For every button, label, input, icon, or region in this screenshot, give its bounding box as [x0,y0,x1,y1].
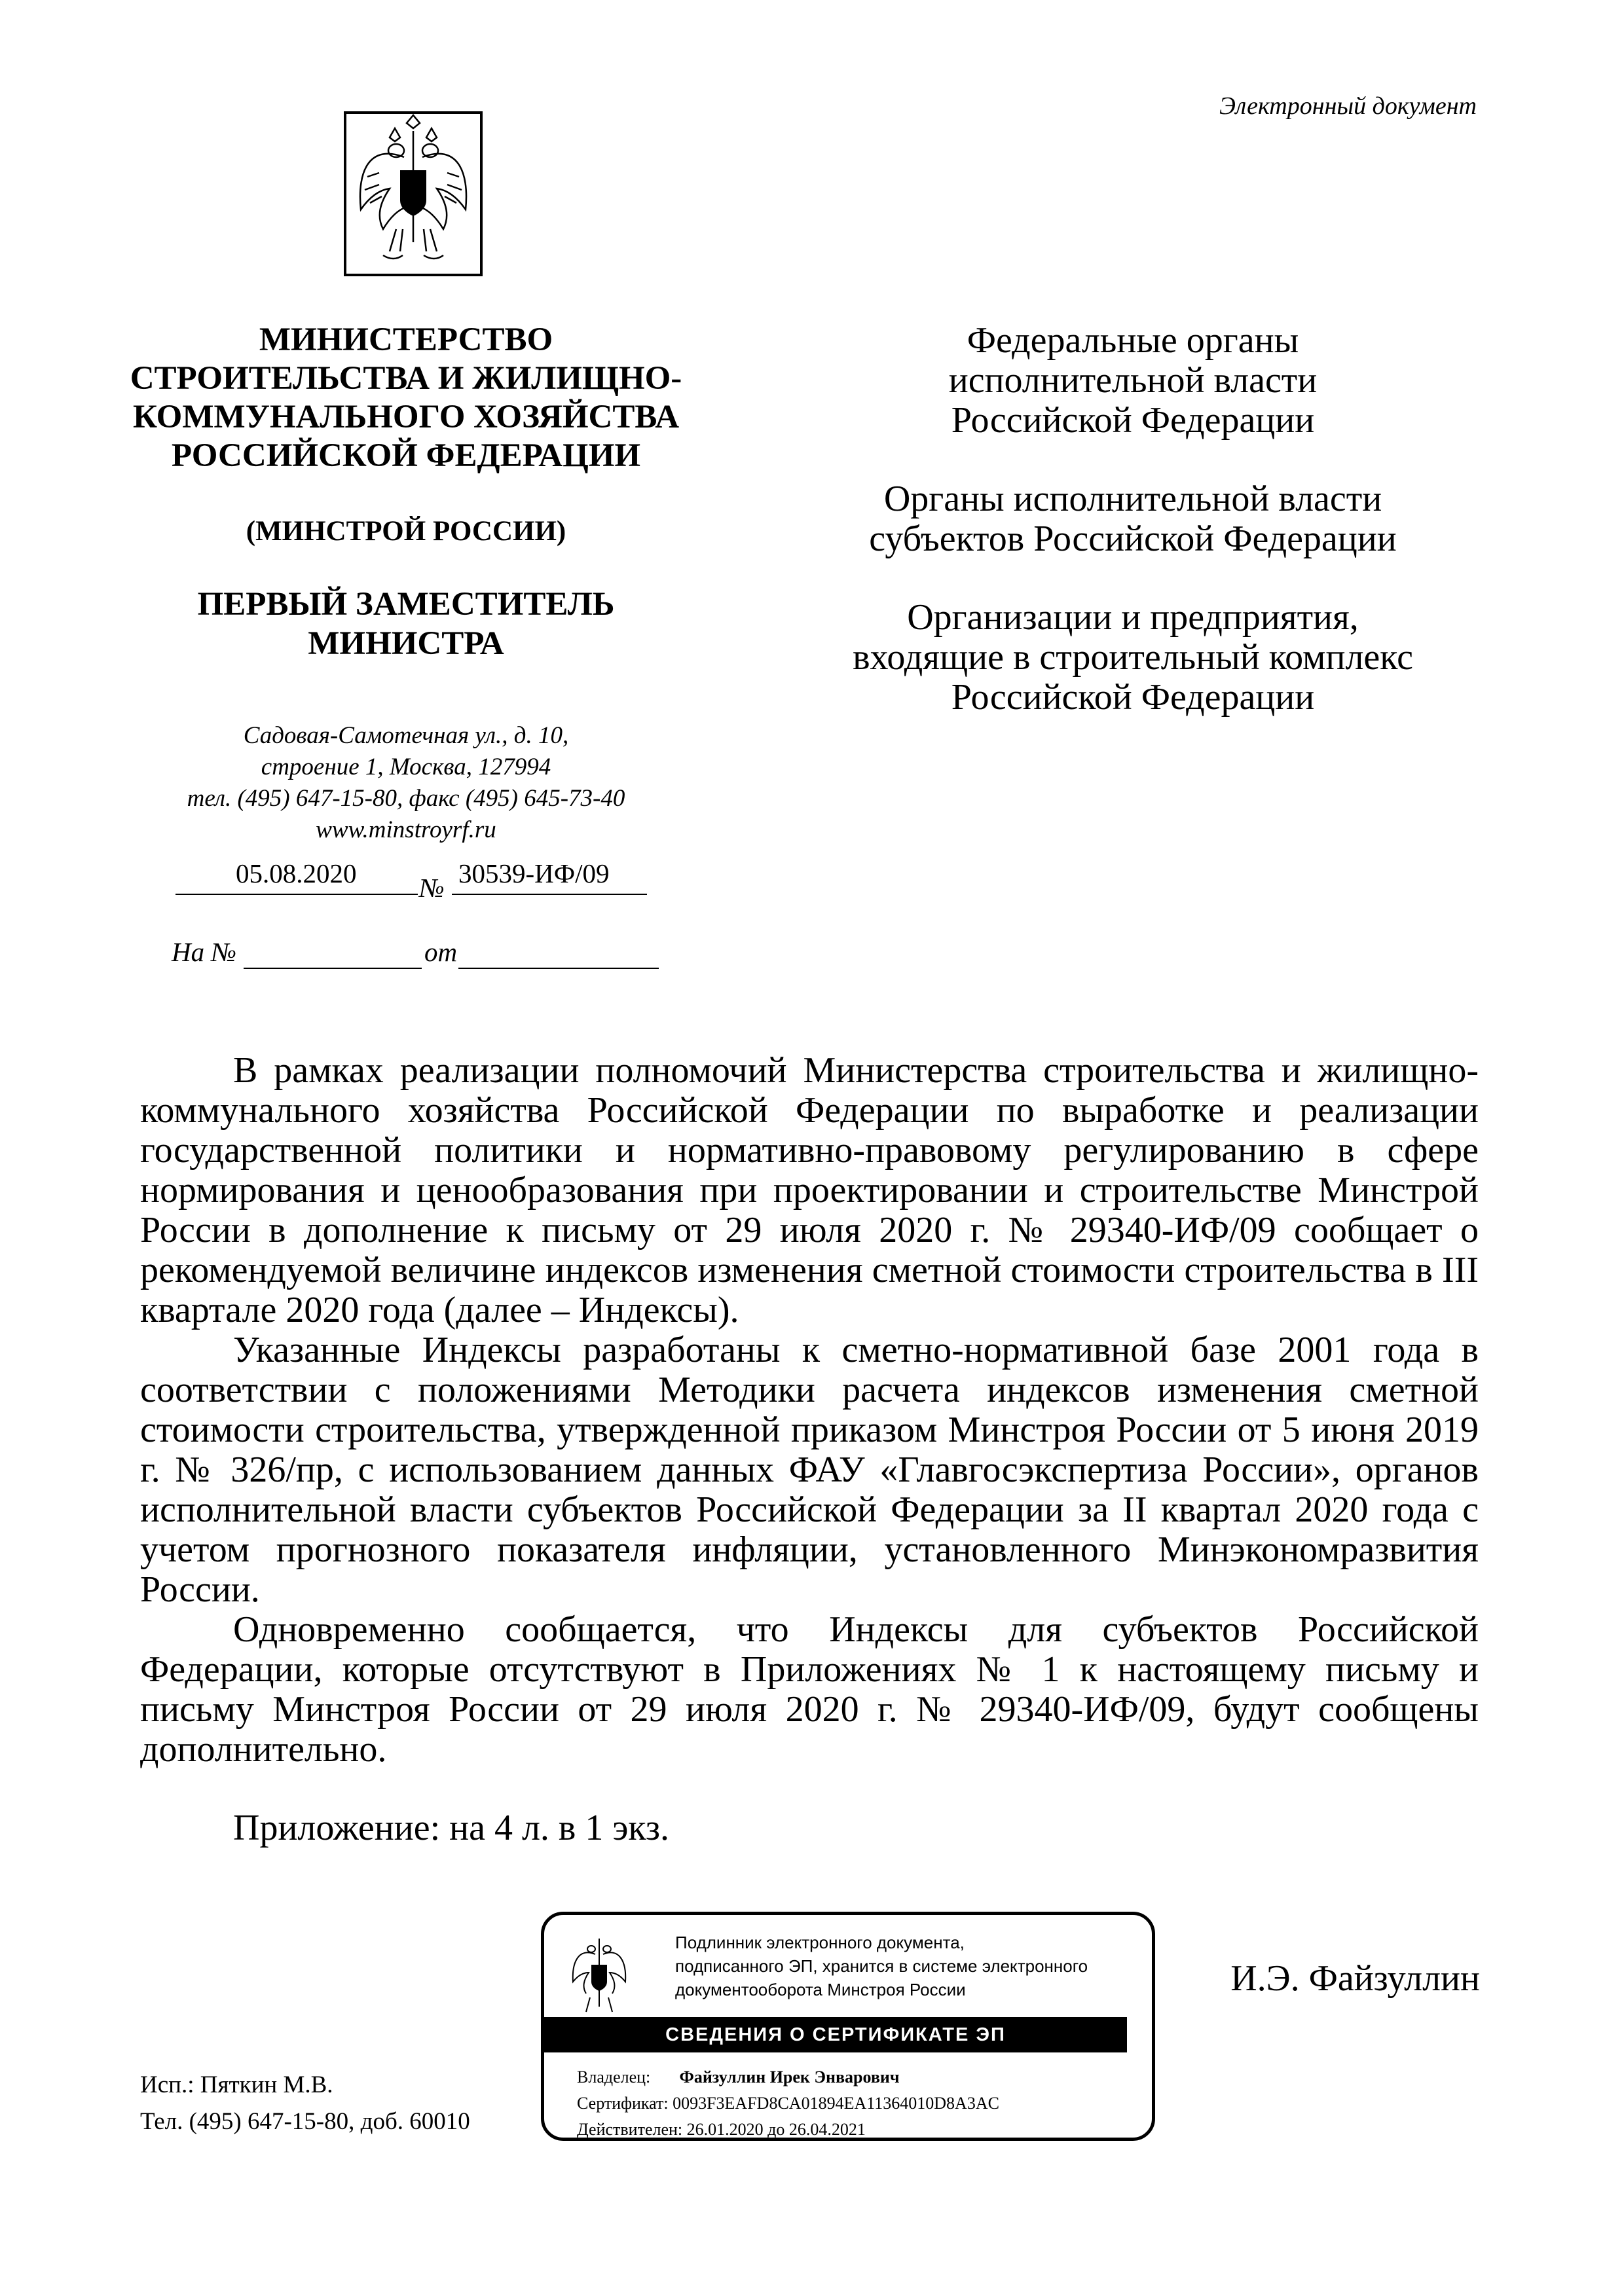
sender-position-line: ПЕРВЫЙ ЗАМЕСТИТЕЛЬ [197,586,615,623]
sender-position-line: МИНИСТРА [308,625,504,662]
stamp-text-line: документооборота Минстроя России [675,1980,966,1999]
registration-number-sign: № [419,873,445,903]
recipient-line: Российской Федерации [951,400,1315,441]
recipient-line: исполнительной власти [948,360,1318,401]
ministry-name-line: КОММУНАЛЬНОГО ХОЗЯЙСТВА [132,399,680,435]
registration-date: 05.08.2020 [236,858,357,888]
recipient-line: Российской Федерации [951,677,1315,718]
recipient-line: субъектов Российской Федерации [869,519,1397,559]
body-paragraph: Указанные Индексы разработаны к сметно-нормативной базе 2001 года в соответствии с положениями Методики расчета индексов изменения сметной стоимости строительства, утвержденной приказом Минстроя России от 5 июня 2019 г. № 326/пр, с использованием данных ФАУ «Главгосэкспертиза России», органов исполнительной власти субъектов Российской Федерации за II квартал 2020 года с учетом прогнозного показателя инфляции, установленного Минэкономразвития России. [140,1330,1479,1610]
reply-number-underline [244,968,422,969]
certificate-number-row [577,2090,999,2117]
address-line: строение 1, Москва, 127994 [261,754,551,780]
ministry-name-line: РОССИЙСКОЙ ФЕДЕРАЦИИ [171,437,641,474]
number-underline [452,894,647,895]
recipient-line: Федеральные органы [967,320,1299,361]
address-line: тел. (495) 647-15-80, факс (495) 645-73-40 [187,785,625,812]
reply-from-label: от [424,937,458,967]
ministry-address [124,720,688,846]
valid-label: Действителен: [577,2120,683,2139]
certificate-owner-row [577,2064,999,2090]
recipient-group [805,598,1460,718]
ministry-short-name: (МИНСТРОЙ РОССИИ) [246,516,566,547]
sender-position [124,585,688,663]
executor-info [140,2067,470,2140]
reply-date-underline [458,968,659,969]
certificate-label: Сертификат: [577,2094,669,2113]
recipient-line: Органы исполнительной власти [883,479,1382,519]
electronic-signature-stamp [541,1912,1155,2141]
certificate-title: СВЕДЕНИЯ О СЕРТИФИКАТЕ ЭП [544,2017,1127,2052]
reply-to-number-label: На № [172,937,237,967]
stamp-text [675,1931,1147,2001]
electronic-document-label: Электронный документ [1219,92,1477,120]
address-line: Садовая-Самотечная ул., д. 10, [243,722,569,749]
owner-label: Владелец: [577,2068,651,2086]
ministry-name-line: СТРОИТЕЛЬСТВА И ЖИЛИЩНО- [130,360,682,397]
registration-number: 30539-ИФ/09 [458,858,610,888]
executor-name: Исп.: Пяткин М.В. [140,2071,333,2098]
website-link[interactable]: www.minstroyrf.ru [316,816,496,843]
recipient-group [805,321,1460,441]
recipient-line: Организации и предприятия, [907,597,1359,638]
body-paragraph: В рамках реализации полномочий Министерства строительства и жилищно-коммунального хозяйства Российской Федерации по выработке и реализации государственной политики и нормативно-правовому регулированию в сфере нормирования и ценообразования при проектировании и строительстве Минстрой России в дополнение к письму от 29 июля 2020 г. № 29340-ИФ/09 сообщает о рекомендуемой величине индексов изменения сметной стоимости строительства в III квартале 2020 года (далее – Индексы). [140,1050,1479,1330]
stamp-text-line: Подлинник электронного документа, [675,1933,965,1952]
signer-name: И.Э. Файзуллин [1230,1958,1480,1999]
executor-phone: Тел. (495) 647-15-80, доб. 60010 [140,2108,470,2135]
certificate-value: 0093F3EAFD8CA01894EA11364010D8A3AC [673,2094,999,2113]
date-underline [175,894,418,895]
owner-value: Файзуллин Ирек Энварович [679,2068,900,2086]
coat-of-arms-icon [344,111,483,276]
coat-of-arms-icon [568,1935,631,2017]
attachment-note: Приложение: на 4 л. в 1 экз. [233,1808,669,1848]
ministry-name [124,321,688,475]
recipient-group [805,479,1460,559]
certificate-validity-row [577,2117,999,2141]
body-paragraph: Одновременно сообщается, что Индексы для субъектов Российской Федерации, которые отсутствуют в Приложениях № 1 к настоящему письму и письму Минстроя России от 29 июля 2020 г. № 29340-ИФ/09, будут сообщены дополнительно. [140,1609,1479,1770]
stamp-text-line: подписанного ЭП, хранится в системе электронного [675,1956,1088,1976]
valid-value: 26.01.2020 до 26.04.2021 [686,2120,866,2139]
certificate-details [577,2064,999,2141]
recipient-line: входящие в строительный комплекс [853,637,1413,678]
letter-body [140,1051,1479,1770]
ministry-name-line: МИНИСТЕРСТВО [259,321,553,358]
recipients-block [805,321,1460,756]
